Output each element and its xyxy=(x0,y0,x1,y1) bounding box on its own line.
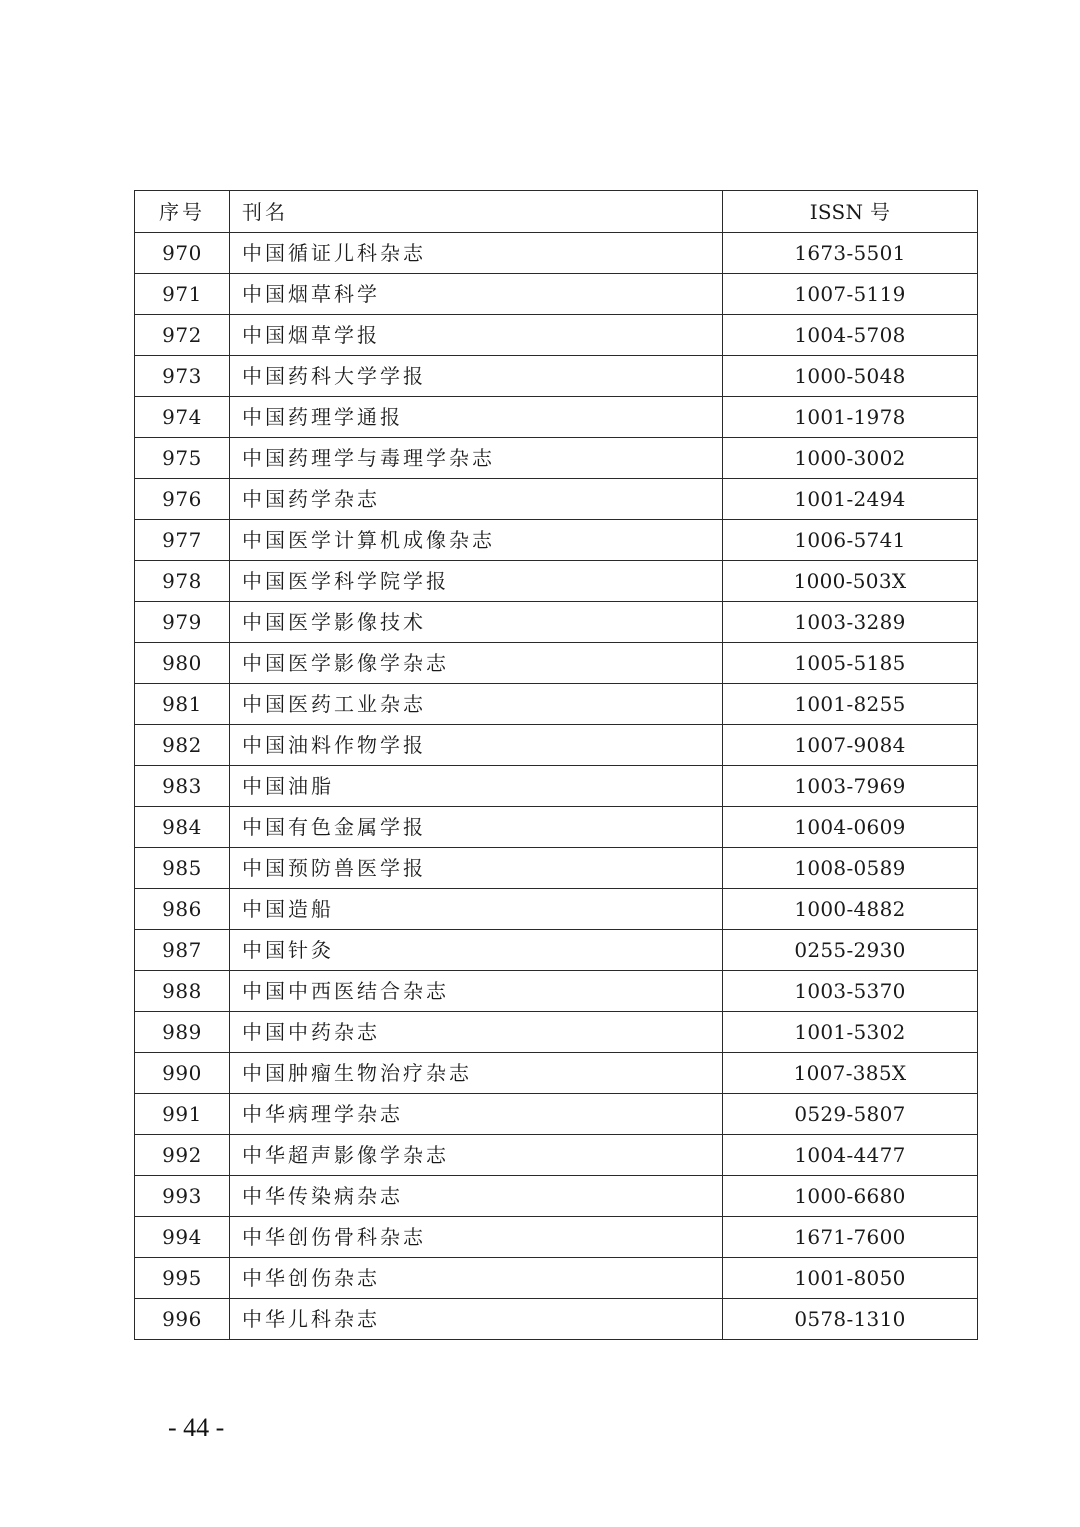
table-row xyxy=(135,1258,978,1299)
table-row xyxy=(135,1053,978,1094)
table-row xyxy=(135,561,978,602)
journal-name: 中国药理学与毒理学杂志 xyxy=(230,438,723,479)
journal-name: 中国预防兽医学报 xyxy=(230,848,723,889)
journal-name: 中国医学计算机成像杂志 xyxy=(230,520,723,561)
row-number: 994 xyxy=(135,1217,230,1258)
journal-name: 中国油料作物学报 xyxy=(230,725,723,766)
row-number: 975 xyxy=(135,438,230,479)
row-number: 976 xyxy=(135,479,230,520)
journal-name: 中国肿瘤生物治疗杂志 xyxy=(230,1053,723,1094)
row-number: 983 xyxy=(135,766,230,807)
journal-name: 中华创伤杂志 xyxy=(230,1258,723,1299)
table-row xyxy=(135,397,978,438)
journal-name: 中华传染病杂志 xyxy=(230,1176,723,1217)
row-number: 986 xyxy=(135,889,230,930)
issn-value: 1004-5708 xyxy=(723,315,978,356)
journal-name: 中国药理学通报 xyxy=(230,397,723,438)
issn-value: 1000-3002 xyxy=(723,438,978,479)
table-row xyxy=(135,602,978,643)
journal-name: 中国药科大学学报 xyxy=(230,356,723,397)
journal-name: 中国医药工业杂志 xyxy=(230,684,723,725)
issn-value: 1673-5501 xyxy=(723,233,978,274)
issn-value: 1004-0609 xyxy=(723,807,978,848)
journal-name: 中国医学科学院学报 xyxy=(230,561,723,602)
header-journal-name: 刊名 xyxy=(230,191,723,233)
journal-name: 中国中药杂志 xyxy=(230,1012,723,1053)
page-number: - 44 - xyxy=(168,1413,225,1442)
issn-value: 1003-5370 xyxy=(723,971,978,1012)
row-number: 992 xyxy=(135,1135,230,1176)
issn-value: 1007-385X xyxy=(723,1053,978,1094)
row-number: 984 xyxy=(135,807,230,848)
row-number: 977 xyxy=(135,520,230,561)
table-row xyxy=(135,356,978,397)
table-row xyxy=(135,1094,978,1135)
table-row xyxy=(135,1217,978,1258)
table-row xyxy=(135,274,978,315)
row-number: 990 xyxy=(135,1053,230,1094)
row-number: 970 xyxy=(135,233,230,274)
issn-value: 1001-8255 xyxy=(723,684,978,725)
journal-name: 中华儿科杂志 xyxy=(230,1299,723,1340)
issn-value: 1000-503X xyxy=(723,561,978,602)
issn-value: 1003-7969 xyxy=(723,766,978,807)
issn-value: 1671-7600 xyxy=(723,1217,978,1258)
table-row xyxy=(135,233,978,274)
issn-value: 1008-0589 xyxy=(723,848,978,889)
journal-name: 中国药学杂志 xyxy=(230,479,723,520)
issn-value: 1000-6680 xyxy=(723,1176,978,1217)
issn-value: 1005-5185 xyxy=(723,643,978,684)
journal-name: 中华病理学杂志 xyxy=(230,1094,723,1135)
header-issn: ISSN 号 xyxy=(723,191,978,233)
table-row xyxy=(135,766,978,807)
table-row xyxy=(135,1299,978,1340)
journal-name: 中国针灸 xyxy=(230,930,723,971)
row-number: 989 xyxy=(135,1012,230,1053)
row-number: 982 xyxy=(135,725,230,766)
journal-table xyxy=(134,190,978,1340)
row-number: 972 xyxy=(135,315,230,356)
row-number: 971 xyxy=(135,274,230,315)
issn-value: 1006-5741 xyxy=(723,520,978,561)
row-number: 991 xyxy=(135,1094,230,1135)
row-number: 979 xyxy=(135,602,230,643)
table-header-row xyxy=(135,191,978,233)
header-number: 序号 xyxy=(135,191,230,233)
issn-value: 1007-5119 xyxy=(723,274,978,315)
table-body xyxy=(135,233,978,1340)
issn-value: 1001-5302 xyxy=(723,1012,978,1053)
journal-name: 中国循证儿科杂志 xyxy=(230,233,723,274)
table-row xyxy=(135,930,978,971)
journal-name: 中国烟草学报 xyxy=(230,315,723,356)
row-number: 987 xyxy=(135,930,230,971)
row-number: 981 xyxy=(135,684,230,725)
table-row xyxy=(135,684,978,725)
table-row xyxy=(135,1012,978,1053)
issn-value: 1001-2494 xyxy=(723,479,978,520)
journal-name: 中华创伤骨科杂志 xyxy=(230,1217,723,1258)
table-row xyxy=(135,889,978,930)
journal-name: 中国医学影像技术 xyxy=(230,602,723,643)
row-number: 985 xyxy=(135,848,230,889)
issn-value: 1000-5048 xyxy=(723,356,978,397)
row-number: 993 xyxy=(135,1176,230,1217)
table-row xyxy=(135,520,978,561)
issn-value: 1003-3289 xyxy=(723,602,978,643)
journal-name: 中华超声影像学杂志 xyxy=(230,1135,723,1176)
issn-value: 1000-4882 xyxy=(723,889,978,930)
journal-name: 中国油脂 xyxy=(230,766,723,807)
row-number: 996 xyxy=(135,1299,230,1340)
issn-value: 0255-2930 xyxy=(723,930,978,971)
journal-name: 中国有色金属学报 xyxy=(230,807,723,848)
row-number: 978 xyxy=(135,561,230,602)
issn-value: 1001-1978 xyxy=(723,397,978,438)
journal-name: 中国医学影像学杂志 xyxy=(230,643,723,684)
row-number: 988 xyxy=(135,971,230,1012)
table-row xyxy=(135,1135,978,1176)
journal-name: 中国中西医结合杂志 xyxy=(230,971,723,1012)
table-row xyxy=(135,971,978,1012)
issn-value: 1001-8050 xyxy=(723,1258,978,1299)
row-number: 995 xyxy=(135,1258,230,1299)
issn-value: 0578-1310 xyxy=(723,1299,978,1340)
table-row xyxy=(135,479,978,520)
table-row xyxy=(135,725,978,766)
issn-value: 1004-4477 xyxy=(723,1135,978,1176)
table-row xyxy=(135,643,978,684)
table-row xyxy=(135,807,978,848)
table-row xyxy=(135,438,978,479)
row-number: 974 xyxy=(135,397,230,438)
table-row xyxy=(135,315,978,356)
row-number: 980 xyxy=(135,643,230,684)
journal-name: 中国造船 xyxy=(230,889,723,930)
issn-value: 1007-9084 xyxy=(723,725,978,766)
table-row xyxy=(135,848,978,889)
issn-value: 0529-5807 xyxy=(723,1094,978,1135)
table-row xyxy=(135,1176,978,1217)
row-number: 973 xyxy=(135,356,230,397)
journal-name: 中国烟草科学 xyxy=(230,274,723,315)
